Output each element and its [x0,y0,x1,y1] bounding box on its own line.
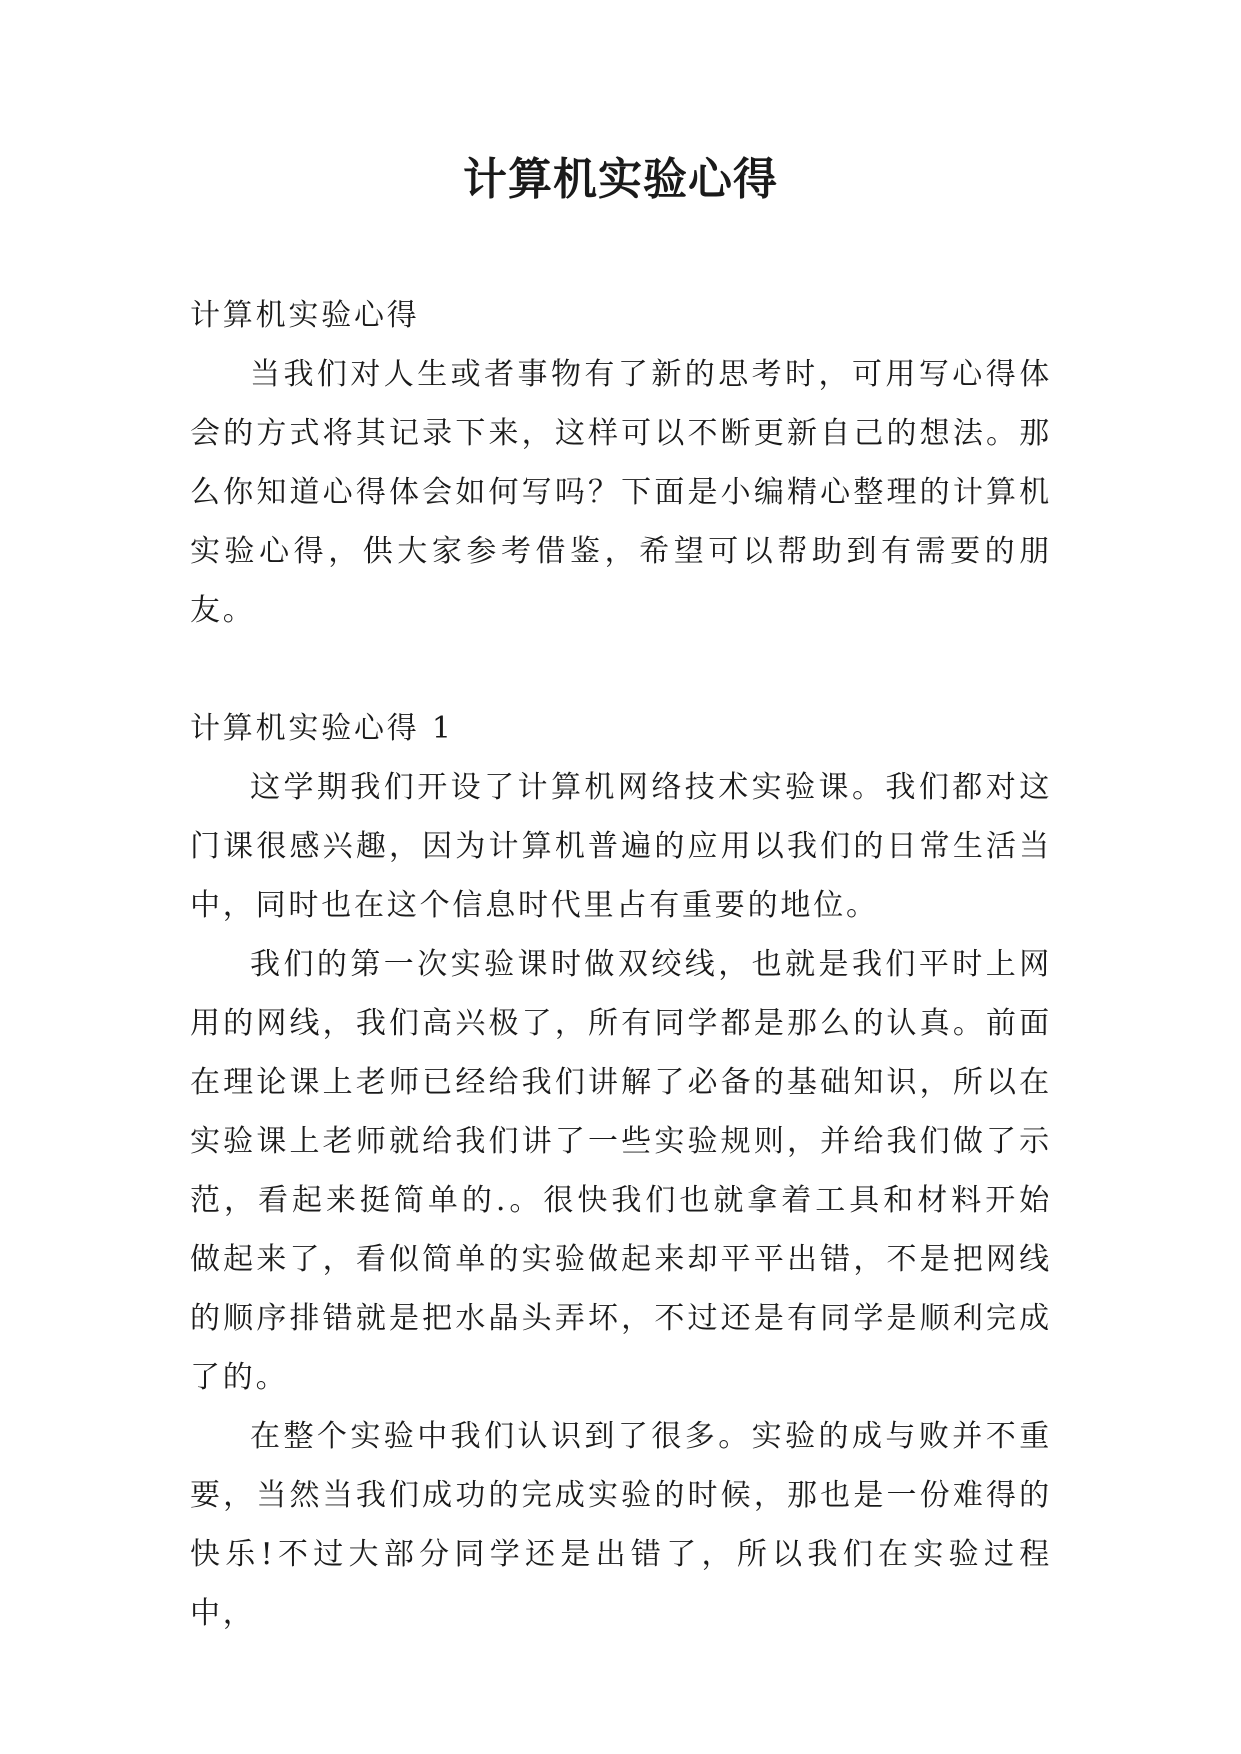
section-1-heading: 计算机实验心得 1 [190,711,454,746]
section-1-paragraph: 我们的第一次实验课时做双绞线，也就是我们平时上网用的网线，我们高兴极了，所有同学都是那么的认真。前面在理论课上老师已经给我们讲解了必备的基础知识，所以在实验课上老师就给我们讲了一些实验规则，并给我们做了示范，看起来挺简单的.。很快我们也就拿着工具和材料开始做起来了，看似简单的实验做起来却平平出错，不是把网线的顺序排错就是把水晶头弄坏，不过还是有同学是顺利完成了的。 [190,947,1052,1395]
intro-heading: 计算机实验心得 [190,298,420,333]
document-title: 计算机实验心得 [463,154,778,205]
intro-paragraph: 当我们对人生或者事物有了新的思考时，可用写心得体会的方式将其记录下来，这样可以不断更新自己的想法。那么你知道心得体会如何写吗？下面是小编精心整理的计算机实验心得，供大家参考借鉴，希望可以帮助到有需要的朋友。 [190,357,1052,628]
section-1-paragraph: 在整个实验中我们认识到了很多。实验的成与败并不重要，当然当我们成功的完成实验的时候，那也是一份难得的快乐!不过大部分同学还是出错了，所以我们在实验过程中， [190,1419,1052,1631]
section-spacer [190,640,1052,699]
document-body [190,286,1052,1643]
section-1-paragraph: 这学期我们开设了计算机网络技术实验课。我们都对这门课很感兴趣，因为计算机普遍的应用以我们的日常生活当中，同时也在这个信息时代里占有重要的地位。 [190,770,1052,923]
